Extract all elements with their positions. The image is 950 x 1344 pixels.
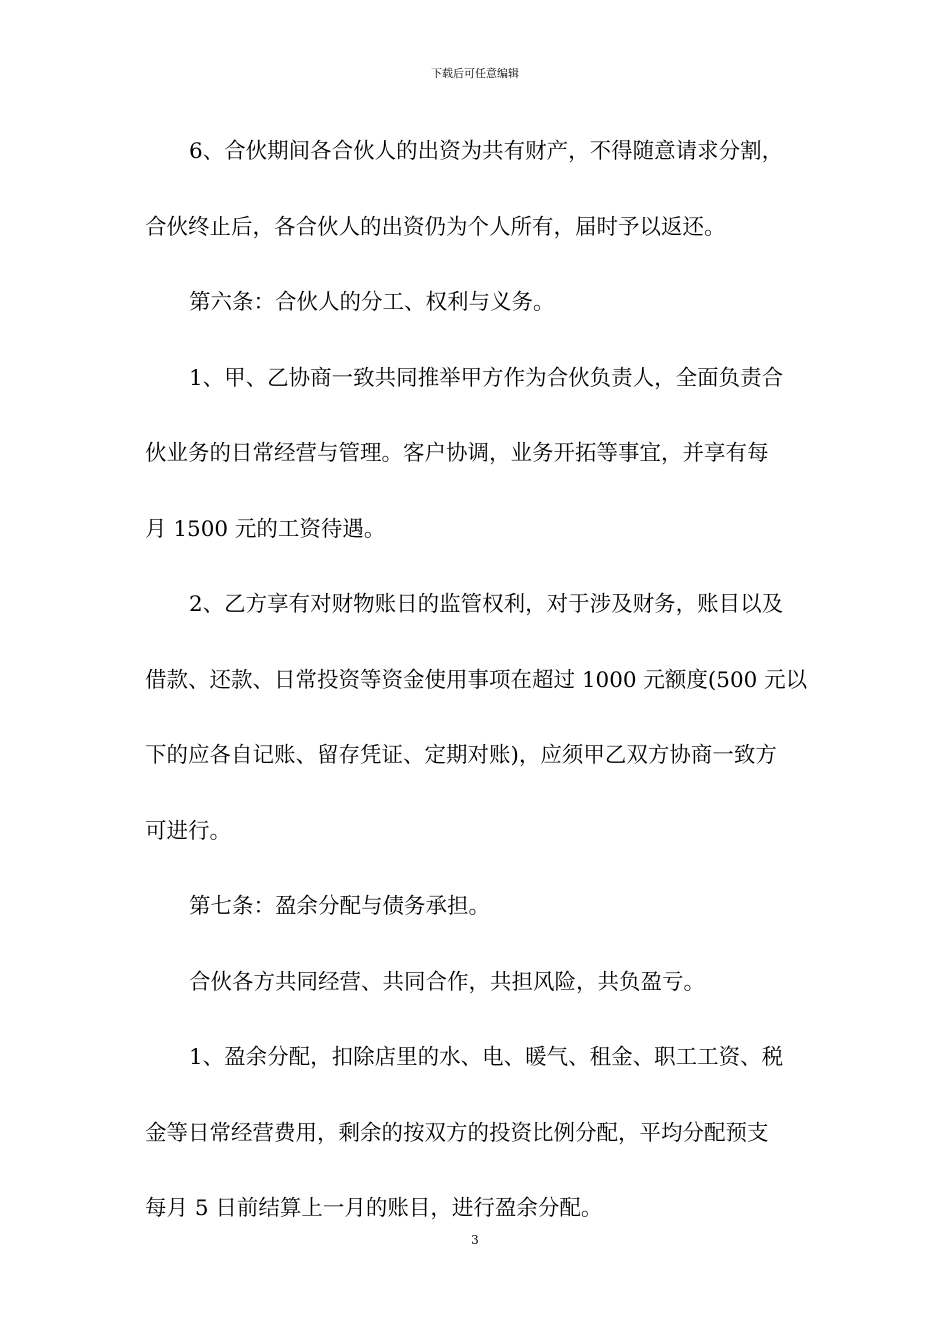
paragraph-line: 合伙终止后，各合伙人的出资仍为个人所有，届时予以返还。 — [145, 214, 726, 240]
paragraph-line: 2、乙方享有对财物账日的监管权利，对于涉及财务，账目以及 — [189, 592, 784, 617]
paragraph-line: 伙业务的日常经营与管理。客户协调，业务开拓等事宜，并享有每 — [145, 441, 769, 466]
paragraph-line: 每月 5 日前结算上一月的账目，进行盈余分配。 — [145, 1196, 603, 1221]
paragraph-line: 6、合伙期间各合伙人的出资为共有财产，不得随意请求分割， — [189, 139, 784, 164]
paragraph-line: 下的应各自记账、留存凭证、定期对账)，应须甲乙双方协商一致方 — [145, 743, 777, 768]
paragraph-line: 1、甲、乙协商一致共同推举甲方作为合伙负责人，全面负责合 — [189, 365, 784, 391]
paragraph-line: 1、盈余分配，扣除店里的水、电、暖气、租金、职工工资、税 — [189, 1045, 784, 1070]
paragraph-line: 借款、还款、日常投资等资金使用事项在超过 1000 元额度(500 元以 — [145, 667, 808, 693]
page-header-note: 下载后可任意编辑 — [431, 67, 519, 80]
paragraph-line: 月 1500 元的工资待遇。 — [145, 516, 386, 542]
page-number: 3 — [471, 1233, 479, 1247]
paragraph-line: 金等日常经营费用，剩余的按双方的投资比例分配，平均分配预支 — [145, 1120, 769, 1146]
document-body — [145, 126, 811, 1259]
section-heading: 第六条：合伙人的分工、权利与义务。 — [189, 290, 555, 315]
section-heading: 第七条：盈余分配与债务承担。 — [189, 894, 491, 919]
paragraph-line: 合伙各方共同经营、共同合作，共担风险，共负盈亏。 — [189, 969, 706, 995]
paragraph-line: 可进行。 — [145, 818, 232, 844]
